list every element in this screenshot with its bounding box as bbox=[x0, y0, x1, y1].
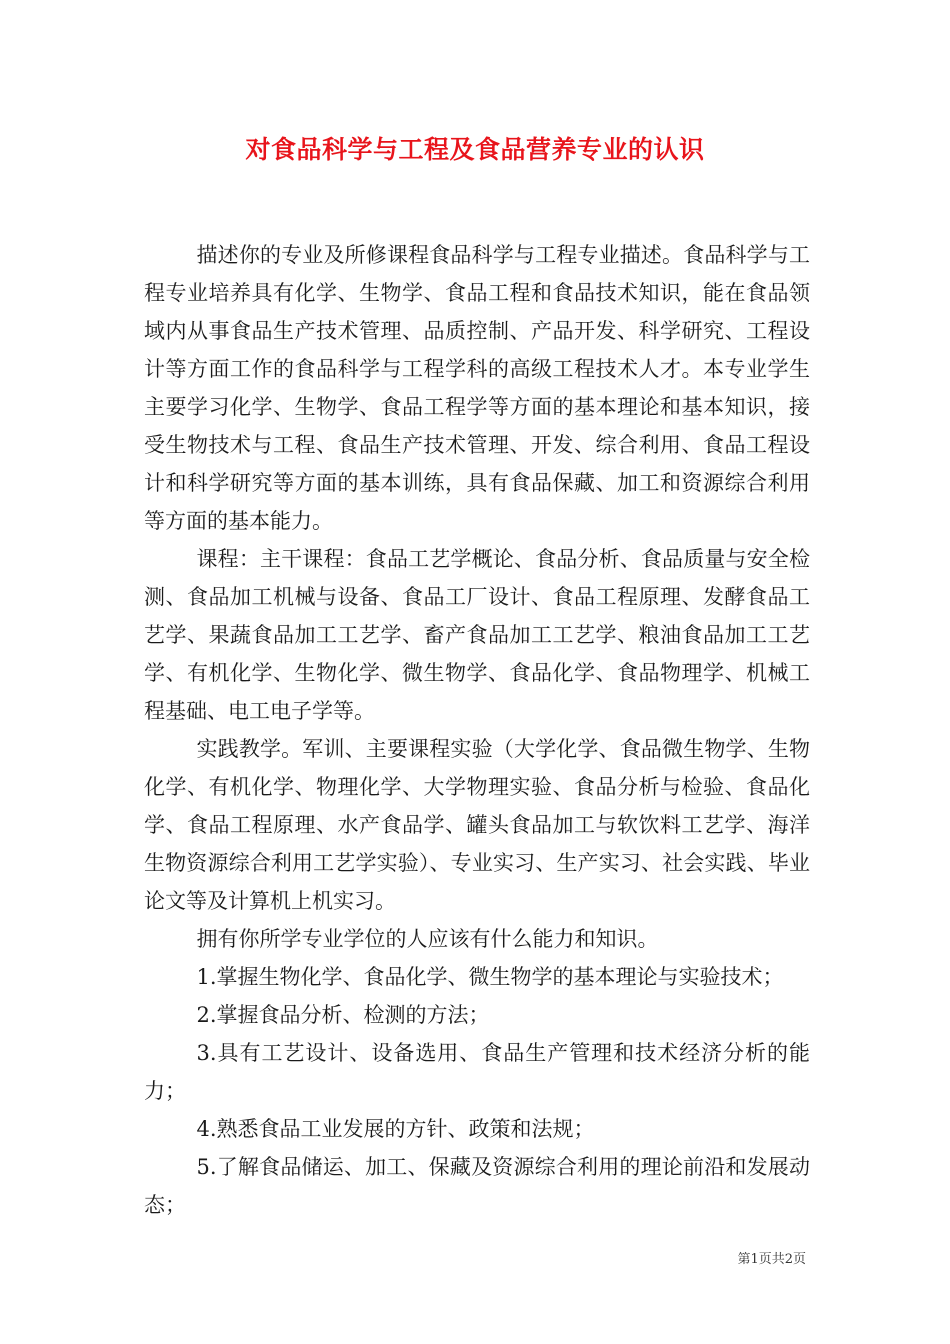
paragraph-courses: 课程：主干课程：食品工艺学概论、食品分析、食品质量与安全检测、食品加工机械与设备、食品工厂设计、食品工程原理、发酵食品工艺学、果蔬食品加工工艺学、畜产食品加工工艺学、粮油食品加工工艺学、有机化学、生物化学、微生物学、食品化学、食品物理学、机械工程基础、电工电子学等。 bbox=[144, 547, 810, 723]
paragraph-practice: 实践教学。军训、主要课程实验（大学化学、食品微生物学、生物化学、有机化学、物理化学、大学物理实验、食品分析与检验、食品化学、食品工程原理、水产食品学、罐头食品加工与软饮料工艺学、海洋生物资源综合利用工艺学实验）、专业实习、生产实习、社会实践、毕业论文等及计算机上机实习。 bbox=[144, 737, 810, 913]
list-item-1: 1.掌握生物化学、食品化学、微生物学的基本理论与实验技术； bbox=[196, 965, 784, 989]
list-item-2: 2.掌握食品分析、检测的方法； bbox=[196, 1003, 490, 1027]
paragraph-abilities-intro: 拥有你所学专业学位的人应该有什么能力和知识。 bbox=[196, 927, 659, 951]
list-item-5: 5.了解食品储运、加工、保藏及资源综合利用的理论前沿和发展动态； bbox=[144, 1155, 810, 1217]
list-item-4: 4.熟悉食品工业发展的方针、政策和法规； bbox=[196, 1117, 595, 1141]
document-title: 对食品科学与工程及食品营养专业的认识 bbox=[245, 135, 705, 164]
document-body bbox=[144, 236, 810, 1224]
paragraph-description: 描述你的专业及所修课程食品科学与工程专业描述。食品科学与工程专业培养具有化学、生物学、食品工程和食品技术知识，能在食品领域内从事食品生产技术管理、品质控制、产品开发、科学研究、工程设计等方面工作的食品科学与工程学科的高级工程技术人才。本专业学生主要学习化学、生物学、食品工程学等方面的基本理论和基本知识，接受生物技术与工程、食品生产技术管理、开发、综合利用、食品工程设计和科学研究等方面的基本训练，具有食品保藏、加工和资源综合利用等方面的基本能力。 bbox=[144, 243, 810, 533]
list-item-3: 3.具有工艺设计、设备选用、食品生产管理和技术经济分析的能力； bbox=[144, 1041, 810, 1103]
page-number: 第1页共2页 bbox=[737, 1252, 806, 1267]
